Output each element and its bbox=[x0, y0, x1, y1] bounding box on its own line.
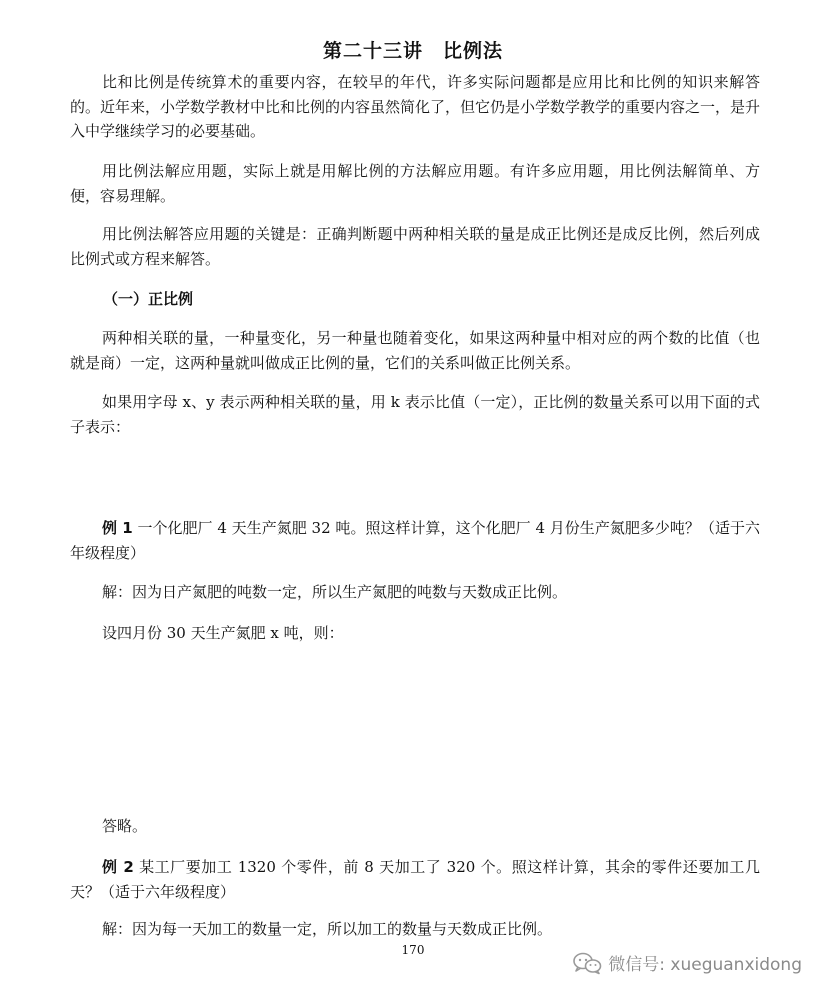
page-title: 第二十三讲 比例法 bbox=[322, 40, 503, 62]
intro-paragraph-2: 用比例法解应用题，实际上就是用解比例的方法解应用题。有许多应用题，用比例法解简单、方便，容易理解。 bbox=[70, 162, 760, 205]
example-2-solution: 解：因为每一天加工的数量一定，所以加工的数量与天数成正比例。 bbox=[102, 920, 553, 938]
example-1-setup: 设四月份 30 天生产氮肥 x 吨，则： bbox=[102, 624, 344, 642]
section-heading: （一）正比例 bbox=[103, 290, 194, 308]
example-2-text: 某工厂要加工 1320 个零件，前 8 天加工了 320 个。照这样计算，其余的零件还要加工几天？（适于六年级程度） bbox=[70, 858, 760, 901]
watermark-text: 微信号: xueguanxidong bbox=[608, 955, 802, 975]
intro-paragraph-1: 比和比例是传统算术的重要内容，在较早的年代，许多实际问题都是应用比和比例的知识来解答的。近年来，小学数学教材中比和比例的内容虽然简化了，但它仍是小学数学教学的重要内容之一，是升入中学继续学习的必要基础。 bbox=[70, 73, 761, 140]
intro-paragraph-3: 用比例法解答应用题的关键是：正确判断题中两种相关联的量是成正比例还是成反比例，然后列成比例式或方程来解答。 bbox=[70, 225, 760, 268]
example-1-label: 例 1 bbox=[102, 519, 133, 537]
page-number: 170 bbox=[401, 943, 425, 957]
definition-paragraph: 两种相关联的量，一种量变化，另一种量也随着变化，如果这两种量中相对应的两个数的比值（也就是商）一定，这两种量就叫做成正比例的量，它们的关系叫做正比例关系。 bbox=[70, 329, 760, 372]
example-1-text: 一个化肥厂 4 天生产氮肥 32 吨。照这样计算，这个化肥厂 4 月份生产氮肥多少吨？（适于六年级程度） bbox=[70, 519, 760, 562]
example-1-problem bbox=[70, 516, 760, 565]
wechat-icon bbox=[572, 951, 602, 975]
example-2-label: 例 2 bbox=[102, 858, 134, 876]
example-1-answer: 答略。 bbox=[102, 817, 148, 835]
example-1-solution: 解：因为日产氮肥的吨数一定，所以生产氮肥的吨数与天数成正比例。 bbox=[102, 583, 568, 601]
formula-intro-paragraph: 如果用字母 x、y 表示两种相关联的量，用 k 表示比值（一定），正比例的数量关系可以用下面的式子表示： bbox=[70, 393, 760, 436]
example-2-problem bbox=[70, 855, 760, 904]
watermark bbox=[572, 950, 802, 975]
